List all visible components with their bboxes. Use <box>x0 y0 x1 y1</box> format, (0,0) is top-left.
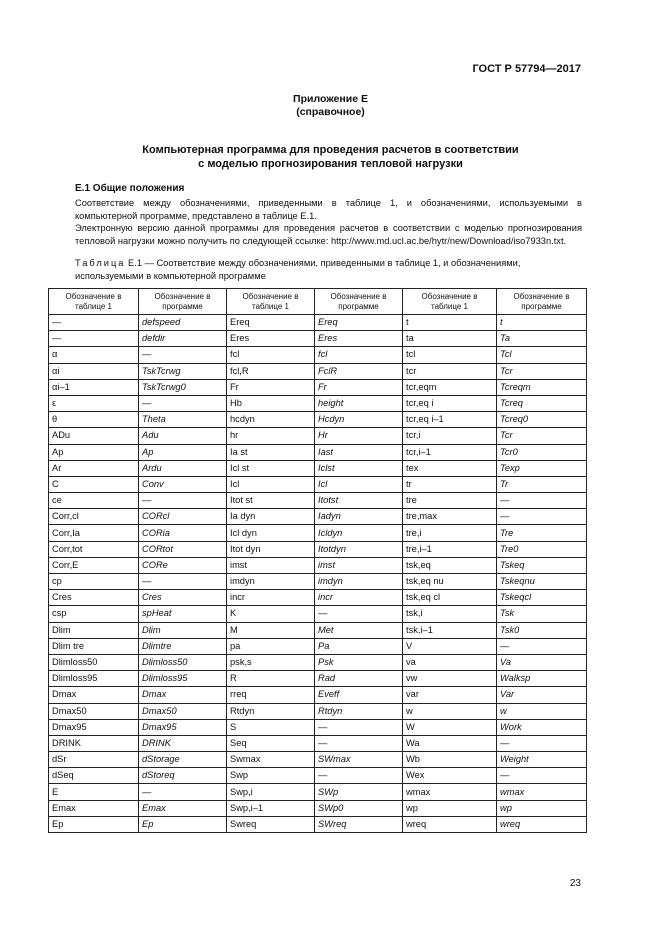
table-cell-program-name: Psk <box>315 654 403 670</box>
table-cell-symbol: α <box>49 347 139 363</box>
table-cell-symbol: Swp,i <box>227 784 315 800</box>
table-cell-symbol: θ <box>49 412 139 428</box>
table-cell-program-name: Tre0 <box>497 541 587 557</box>
document-title <box>0 143 661 171</box>
table-cell-program-name: Var <box>497 687 587 703</box>
table-cell-program-name: Eveff <box>315 687 403 703</box>
annex-title: Приложение Е <box>293 93 368 105</box>
table-cell-symbol: αi <box>49 363 139 379</box>
table-row <box>49 606 587 622</box>
table-row <box>49 509 587 525</box>
table-row <box>49 541 587 557</box>
table-cell-symbol: αi–1 <box>49 379 139 395</box>
table-cell-program-name: Tre <box>497 525 587 541</box>
table-cell-program-name: SWmax <box>315 752 403 768</box>
table-cell-program-name: Dlimloss95 <box>139 671 227 687</box>
table-row <box>49 525 587 541</box>
table-cell-program-name: Emax <box>139 800 227 816</box>
table-cell-symbol: Dlim tre <box>49 638 139 654</box>
table-cell-symbol: Dmax <box>49 687 139 703</box>
table-cell-program-name: imst <box>315 557 403 573</box>
table-cell-program-name: Fr <box>315 379 403 395</box>
table-row <box>49 638 587 654</box>
table-cell-program-name: — <box>139 574 227 590</box>
table-cell-program-name: SWp0 <box>315 800 403 816</box>
table-cell-symbol: tsk,eq <box>403 557 497 573</box>
table-cell-program-name: SWreq <box>315 816 403 832</box>
table-cell-symbol: tre,max <box>403 509 497 525</box>
table-cell-symbol: rreq <box>227 687 315 703</box>
table-row <box>49 671 587 687</box>
table-cell-program-name: Tcreq0 <box>497 412 587 428</box>
table-cell-program-name: Cres <box>139 590 227 606</box>
table-cell-program-name: Dlimloss50 <box>139 654 227 670</box>
table-cell-program-name: CORe <box>139 557 227 573</box>
table-cell-program-name: CORtot <box>139 541 227 557</box>
table-cell-symbol: K <box>227 606 315 622</box>
table-cell-program-name: wmax <box>497 784 587 800</box>
table-cell-symbol: Wb <box>403 752 497 768</box>
table-cell-program-name: Icl <box>315 476 403 492</box>
table-cell-symbol: Icl dyn <box>227 525 315 541</box>
table-cell-symbol: dSr <box>49 752 139 768</box>
table-row <box>49 444 587 460</box>
table-cell-symbol: tsk,eq cl <box>403 590 497 606</box>
table-cell-program-name: Texp <box>497 460 587 476</box>
table-cell-symbol: Swp,i–1 <box>227 800 315 816</box>
column-header: Обозначение в таблице 1 <box>49 289 139 315</box>
table-cell-symbol: Swp <box>227 768 315 784</box>
table-cell-program-name: Eres <box>315 331 403 347</box>
table-cell-program-name: SWp <box>315 784 403 800</box>
table-cell-symbol: tsk,eq nu <box>403 574 497 590</box>
table-row <box>49 412 587 428</box>
table-cell-symbol: tex <box>403 460 497 476</box>
table-row <box>49 347 587 363</box>
table-row <box>49 331 587 347</box>
table-cell-program-name: Met <box>315 622 403 638</box>
table-cell-symbol: Ap <box>49 444 139 460</box>
table-cell-symbol: tcr,eq i <box>403 395 497 411</box>
table-row <box>49 816 587 832</box>
table-cell-program-name: Ap <box>139 444 227 460</box>
table-cell-program-name: Dmax95 <box>139 719 227 735</box>
table-cell-symbol: Ia st <box>227 444 315 460</box>
table-row <box>49 590 587 606</box>
table-cell-program-name: Tcr <box>497 363 587 379</box>
table-cell-symbol: psk,s <box>227 654 315 670</box>
table-cell-program-name: — <box>497 493 587 509</box>
table-row <box>49 428 587 444</box>
table-cell-program-name: TskTcrwg <box>139 363 227 379</box>
table-cell-program-name: Itotdyn <box>315 541 403 557</box>
table-cell-symbol: dSeq <box>49 768 139 784</box>
table-row <box>49 800 587 816</box>
table-cell-program-name: Walksp <box>497 671 587 687</box>
table-row <box>49 752 587 768</box>
table-cell-symbol: Emax <box>49 800 139 816</box>
table-cell-program-name: Rtdyn <box>315 703 403 719</box>
table-cell-symbol: Dmax50 <box>49 703 139 719</box>
table-cell-program-name: TskTcrwg0 <box>139 379 227 395</box>
table-cell-program-name: — <box>139 493 227 509</box>
table-cell-program-name: Ardu <box>139 460 227 476</box>
table-caption-label: Таблица <box>75 258 126 268</box>
table-row <box>49 703 587 719</box>
table-cell-program-name: — <box>139 784 227 800</box>
table-cell-symbol: wp <box>403 800 497 816</box>
column-header: Обозначение в программе <box>497 289 587 315</box>
table-cell-symbol: wmax <box>403 784 497 800</box>
table-cell-program-name: dStorage <box>139 752 227 768</box>
table-caption <box>75 257 582 282</box>
table-cell-symbol: Rtdyn <box>227 703 315 719</box>
table-cell-program-name: t <box>497 315 587 331</box>
table-cell-program-name: Itotst <box>315 493 403 509</box>
column-header: Обозначение в программе <box>315 289 403 315</box>
table-cell-symbol: ce <box>49 493 139 509</box>
table-cell-symbol: S <box>227 719 315 735</box>
table-cell-program-name: dStoreq <box>139 768 227 784</box>
table-cell-program-name: Dmax50 <box>139 703 227 719</box>
table-cell-symbol: Wa <box>403 735 497 751</box>
table-cell-program-name: wreq <box>497 816 587 832</box>
table-cell-program-name: Pa <box>315 638 403 654</box>
table-header-row <box>49 289 587 315</box>
table-cell-program-name: Hcdyn <box>315 412 403 428</box>
table-row <box>49 379 587 395</box>
table-cell-symbol: Corr,Ia <box>49 525 139 541</box>
table-row <box>49 493 587 509</box>
table-cell-symbol: ε <box>49 395 139 411</box>
table-cell-program-name: imdyn <box>315 574 403 590</box>
section-heading: Е.1 Общие положения <box>75 183 185 194</box>
table-cell-program-name: — <box>497 768 587 784</box>
table-cell-program-name: Dlim <box>139 622 227 638</box>
table-cell-program-name: w <box>497 703 587 719</box>
table-cell-symbol: csp <box>49 606 139 622</box>
table-cell-program-name: Tsk0 <box>497 622 587 638</box>
table-cell-symbol: tsk,i <box>403 606 497 622</box>
column-header: Обозначение в программе <box>139 289 227 315</box>
table-cell-program-name: spHeat <box>139 606 227 622</box>
table-cell-program-name: Iast <box>315 444 403 460</box>
table-cell-symbol: t <box>403 315 497 331</box>
paragraph-download-link: Электронную версию данной программы для проведения расчетов в соответствии с моделью прогнозирования тепловой нагрузки можно получить по следующей ссылке: http://www.md.ucl.ac.be/hytr/new/Download/iso7933n.txt. <box>75 223 582 246</box>
table-cell-symbol: Dmax95 <box>49 719 139 735</box>
table-cell-program-name: Tsk <box>497 606 587 622</box>
table-cell-symbol: Icl st <box>227 460 315 476</box>
table-cell-symbol: tcr <box>403 363 497 379</box>
table-cell-symbol: pa <box>227 638 315 654</box>
table-cell-program-name: defdir <box>139 331 227 347</box>
table-cell-program-name: Adu <box>139 428 227 444</box>
table-cell-program-name: Tskeqcl <box>497 590 587 606</box>
table-row <box>49 395 587 411</box>
table-caption-text: Е.1 — Соответствие между обозначениями, приведенными в таблице 1, и обозначениями, используемыми в компьютерной программе <box>75 258 521 281</box>
table-cell-symbol: Swreq <box>227 816 315 832</box>
annex-status: (справочное) <box>296 106 365 118</box>
table-row <box>49 476 587 492</box>
table-cell-program-name: Tcr0 <box>497 444 587 460</box>
table-row <box>49 768 587 784</box>
table-cell-symbol: Swmax <box>227 752 315 768</box>
table-cell-symbol: Hb <box>227 395 315 411</box>
table-cell-symbol: Itot dyn <box>227 541 315 557</box>
table-cell-symbol: Icl <box>227 476 315 492</box>
table-row <box>49 735 587 751</box>
table-cell-symbol: tcr,i–1 <box>403 444 497 460</box>
table-cell-symbol: V <box>403 638 497 654</box>
table-cell-program-name: Conv <box>139 476 227 492</box>
document-title-line1: Компьютерная программа для проведения расчетов в соответствии <box>142 144 519 156</box>
table-cell-symbol: Ep <box>49 816 139 832</box>
table-cell-symbol: imst <box>227 557 315 573</box>
table-cell-symbol: fcl,R <box>227 363 315 379</box>
table-cell-symbol: E <box>49 784 139 800</box>
table-cell-program-name: height <box>315 395 403 411</box>
table-cell-symbol: tr <box>403 476 497 492</box>
table-cell-program-name: Ta <box>497 331 587 347</box>
table-cell-symbol: Corr,E <box>49 557 139 573</box>
table-cell-program-name: Ep <box>139 816 227 832</box>
table-body <box>49 315 587 833</box>
table-cell-symbol: vw <box>403 671 497 687</box>
table-cell-symbol: Dlimloss50 <box>49 654 139 670</box>
table-cell-program-name: defspeed <box>139 315 227 331</box>
table-cell-symbol: w <box>403 703 497 719</box>
table-cell-program-name: — <box>497 638 587 654</box>
table-cell-program-name: Iclst <box>315 460 403 476</box>
table-cell-program-name: CORcl <box>139 509 227 525</box>
table-cell-program-name: — <box>497 735 587 751</box>
table-cell-program-name: wp <box>497 800 587 816</box>
symbols-table <box>48 288 587 833</box>
table-cell-symbol: Wex <box>403 768 497 784</box>
table-cell-symbol: Eres <box>227 331 315 347</box>
table-row <box>49 719 587 735</box>
table-cell-symbol: ADu <box>49 428 139 444</box>
table-row <box>49 687 587 703</box>
page-number: 23 <box>569 878 581 889</box>
table-cell-program-name: Icldyn <box>315 525 403 541</box>
table-cell-symbol: ta <box>403 331 497 347</box>
table-cell-symbol: Corr,cl <box>49 509 139 525</box>
table-cell-symbol: Ia dyn <box>227 509 315 525</box>
table-cell-program-name: Tcr <box>497 428 587 444</box>
table-cell-program-name: DRINK <box>139 735 227 751</box>
table-cell-symbol: tre,i–1 <box>403 541 497 557</box>
table-cell-symbol: Itot st <box>227 493 315 509</box>
table-cell-symbol: tcr,eq i–1 <box>403 412 497 428</box>
table-cell-symbol: tcr,i <box>403 428 497 444</box>
table-cell-program-name: Iadyn <box>315 509 403 525</box>
table-cell-symbol: tcl <box>403 347 497 363</box>
table-cell-program-name: — <box>139 347 227 363</box>
table-cell-symbol: Fr <box>227 379 315 395</box>
table-cell-program-name: Tcreqm <box>497 379 587 395</box>
table-cell-program-name: Tcl <box>497 347 587 363</box>
table-cell-symbol: Ar <box>49 460 139 476</box>
table-row <box>49 654 587 670</box>
table-cell-symbol: wreq <box>403 816 497 832</box>
table-cell-symbol: Seq <box>227 735 315 751</box>
table-cell-symbol: va <box>403 654 497 670</box>
table-row <box>49 574 587 590</box>
table-row <box>49 460 587 476</box>
table-cell-program-name: — <box>315 606 403 622</box>
table-cell-symbol: tsk,i–1 <box>403 622 497 638</box>
table-cell-symbol: — <box>49 315 139 331</box>
table-cell-program-name: Va <box>497 654 587 670</box>
annex-heading <box>0 93 661 119</box>
table-cell-program-name: — <box>139 395 227 411</box>
table-cell-symbol: var <box>403 687 497 703</box>
table-cell-symbol: DRINK <box>49 735 139 751</box>
standard-number: ГОСТ Р 57794—2017 <box>472 63 581 75</box>
table-cell-program-name: Tcreq <box>497 395 587 411</box>
table-cell-symbol: C <box>49 476 139 492</box>
column-header: Обозначение в таблице 1 <box>403 289 497 315</box>
table-cell-program-name: Work <box>497 719 587 735</box>
table-cell-symbol: imdyn <box>227 574 315 590</box>
table-cell-symbol: W <box>403 719 497 735</box>
column-header: Обозначение в таблице 1 <box>227 289 315 315</box>
table-cell-program-name: Ereq <box>315 315 403 331</box>
table-row <box>49 557 587 573</box>
table-cell-symbol: hcdyn <box>227 412 315 428</box>
table-cell-symbol: tcr,eqm <box>403 379 497 395</box>
table-cell-symbol: hr <box>227 428 315 444</box>
table-cell-symbol: cp <box>49 574 139 590</box>
paragraph-correspondence: Соответствие между обозначениями, приведенными в таблице 1, и обозначениями, используемыми в компьютерной программе, представлено в таблице Е.1. <box>75 198 582 221</box>
table-row <box>49 315 587 331</box>
table-cell-program-name: Dmax <box>139 687 227 703</box>
table-cell-program-name: FclR <box>315 363 403 379</box>
table-cell-program-name: Tskeq <box>497 557 587 573</box>
table-cell-symbol: Dlim <box>49 622 139 638</box>
table-cell-program-name: CORia <box>139 525 227 541</box>
table-cell-symbol: fcl <box>227 347 315 363</box>
table-cell-symbol: — <box>49 331 139 347</box>
table-cell-program-name: Dlimtre <box>139 638 227 654</box>
table-cell-symbol: tre <box>403 493 497 509</box>
table-cell-symbol: Dlimloss95 <box>49 671 139 687</box>
table-cell-symbol: incr <box>227 590 315 606</box>
table-cell-program-name: fcl <box>315 347 403 363</box>
table-cell-program-name: — <box>315 719 403 735</box>
table-cell-program-name: incr <box>315 590 403 606</box>
table-cell-program-name: — <box>497 509 587 525</box>
table-cell-program-name: — <box>315 735 403 751</box>
table-cell-program-name: Weight <box>497 752 587 768</box>
table-cell-symbol: Cres <box>49 590 139 606</box>
table-cell-symbol: Corr,tot <box>49 541 139 557</box>
table-cell-program-name: Tr <box>497 476 587 492</box>
table-row <box>49 784 587 800</box>
document-title-line2: с моделью прогнозирования тепловой нагрузки <box>198 158 463 170</box>
table-cell-symbol: M <box>227 622 315 638</box>
table-cell-program-name: Rad <box>315 671 403 687</box>
table-cell-symbol: R <box>227 671 315 687</box>
table-row <box>49 622 587 638</box>
table-cell-program-name: Hr <box>315 428 403 444</box>
table-row <box>49 363 587 379</box>
table-cell-symbol: Ereq <box>227 315 315 331</box>
table-cell-program-name: Tskeqnu <box>497 574 587 590</box>
table-cell-program-name: — <box>315 768 403 784</box>
table-cell-symbol: tre,i <box>403 525 497 541</box>
table-cell-program-name: Theta <box>139 412 227 428</box>
